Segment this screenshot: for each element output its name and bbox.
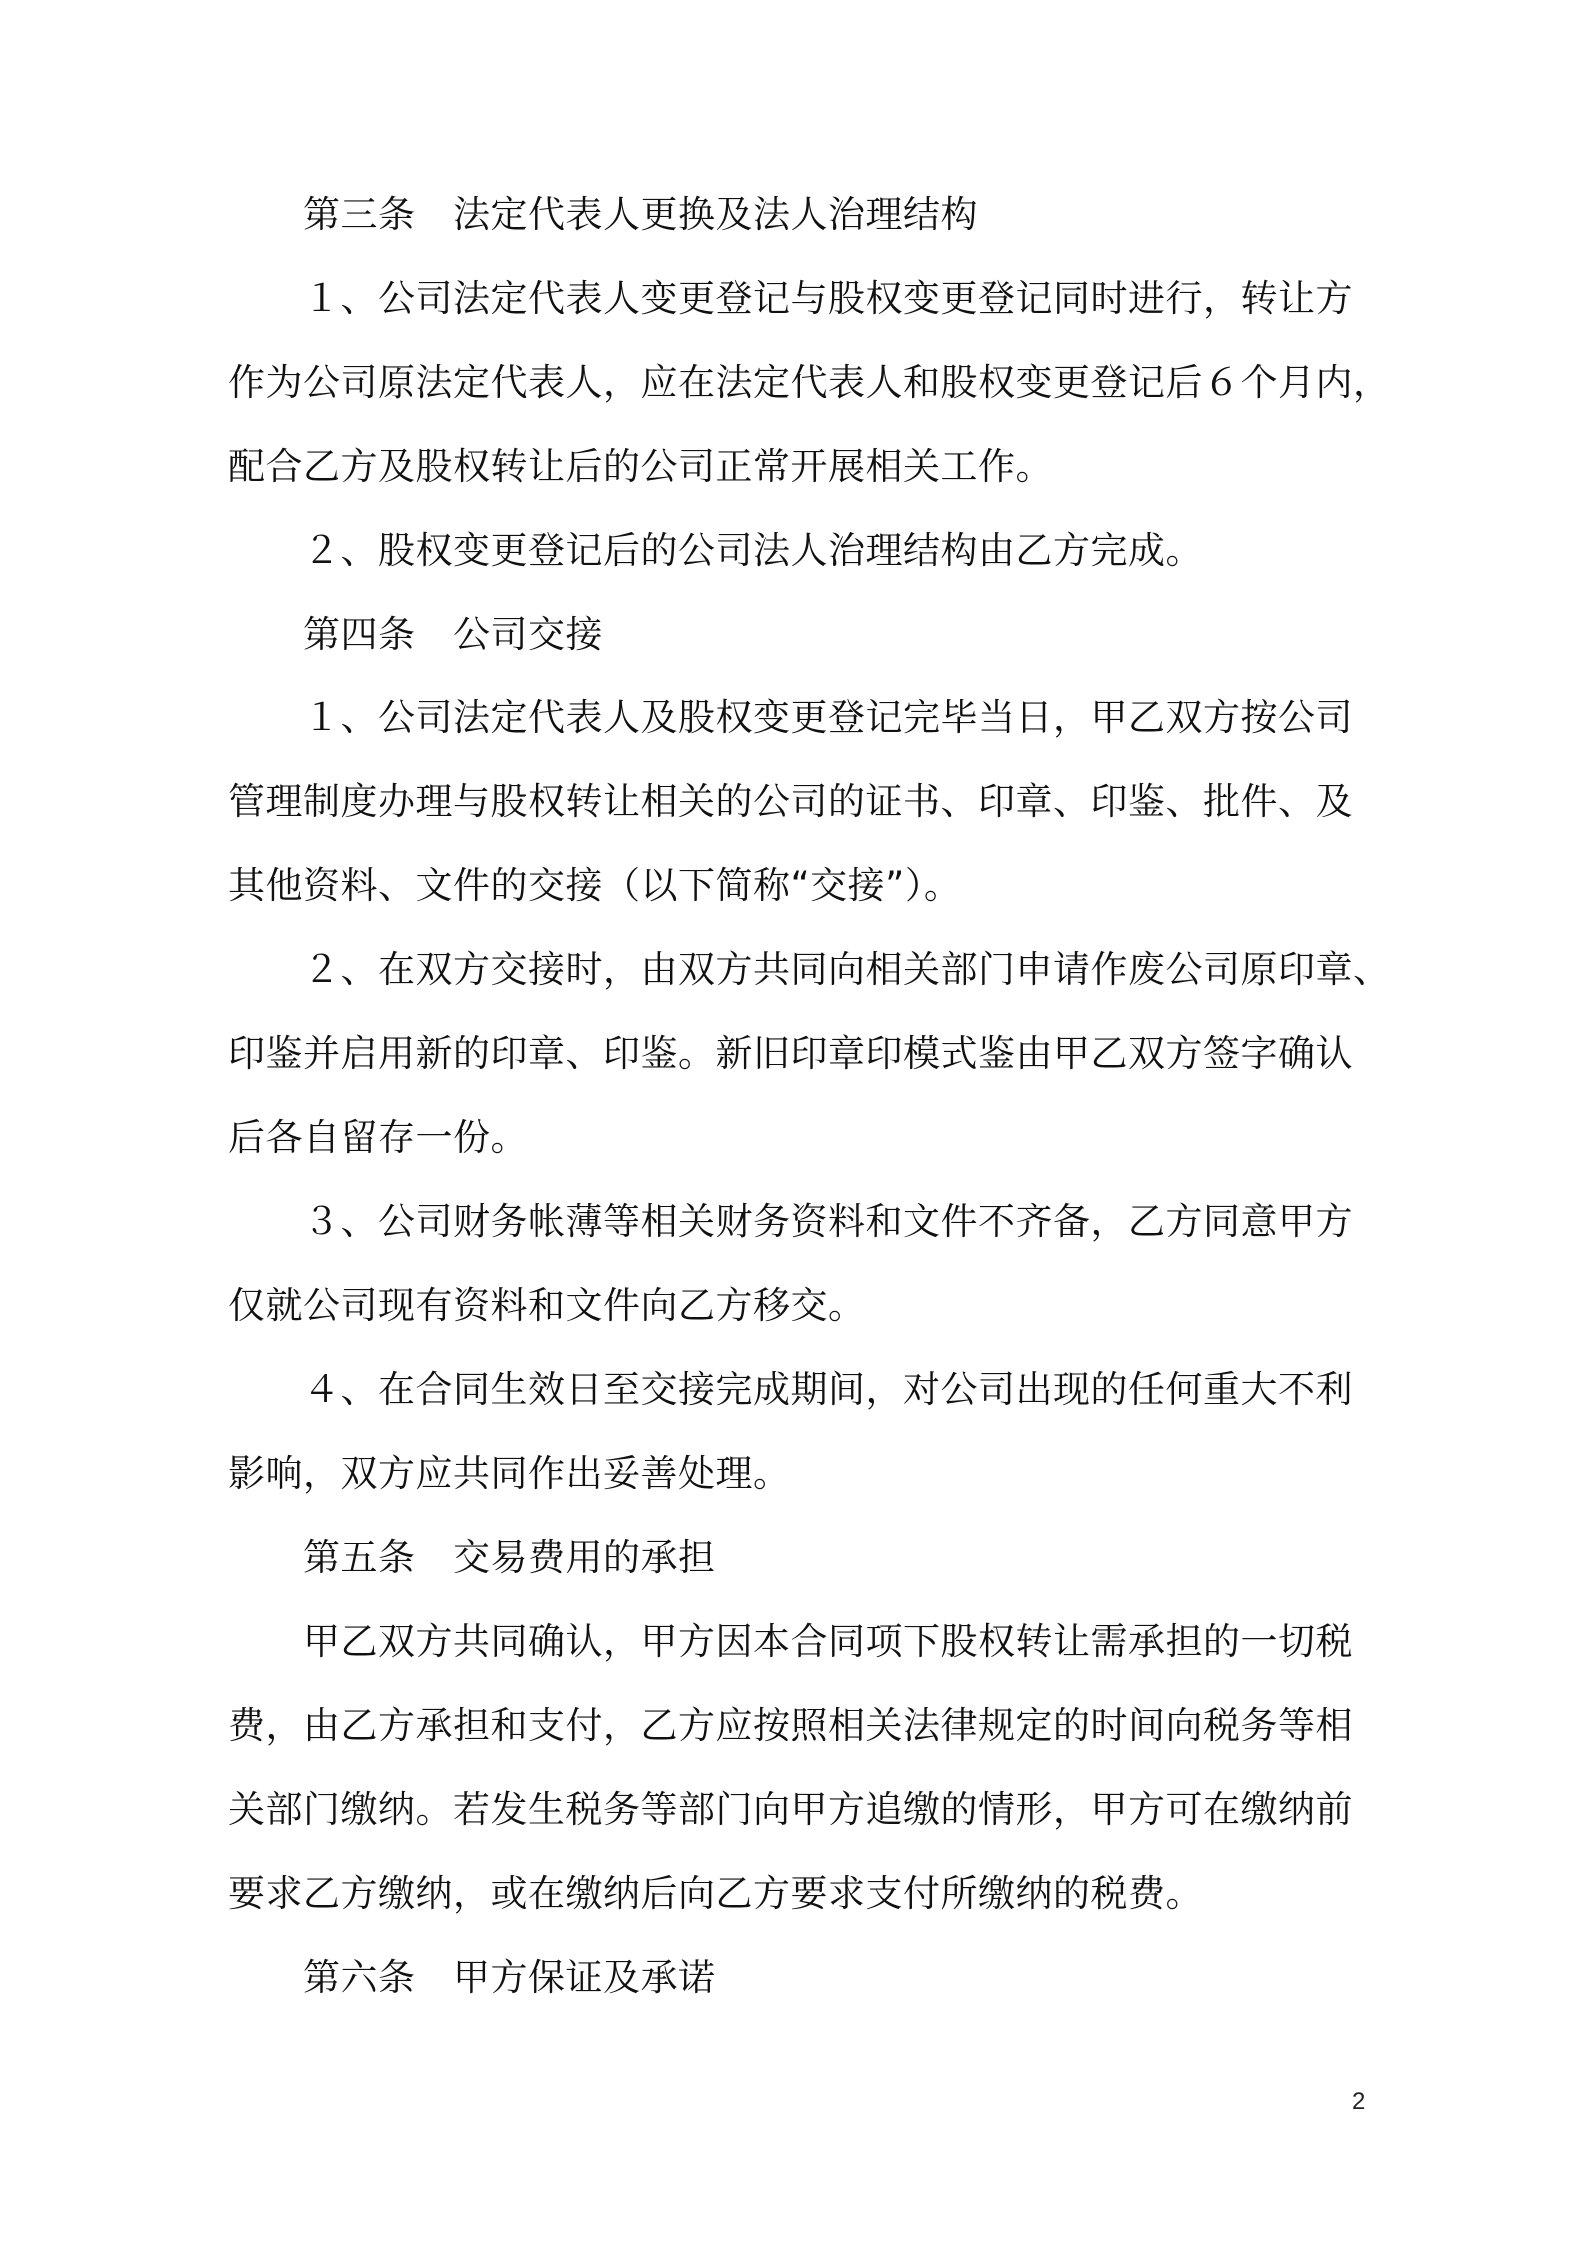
article-5-heading: 第五条 交易费用的承担 [228,1536,716,1579]
article-3-clause-1-line-3: 配合乙方及股权转让后的公司正常开展相关工作。 [228,445,1053,488]
article-4-clause-1-line-1: １、公司法定代表人及股权变更登记完毕当日，甲乙双方按公司 [228,696,1353,739]
article-5-body-line-2: 费，由乙方承担和支付，乙方应按照相关法律规定的时间向税务等相 [228,1704,1353,1747]
article-6-heading: 第六条 甲方保证及承诺 [228,1956,716,1999]
article-3-clause-2: ２、股权变更登记后的公司法人治理结构由乙方完成。 [228,529,1203,572]
article-5-body-line-3: 关部门缴纳。若发生税务等部门向甲方追缴的情形，甲方可在缴纳前 [228,1788,1353,1831]
article-4-clause-2-line-1: ２、在双方交接时，由双方共同向相关部门申请作废公司原印章、 [228,948,1391,991]
article-4-clause-1-line-3: 其他资料、文件的交接（以下简称“交接”）。 [228,864,962,907]
article-3-clause-1-line-1: １、公司法定代表人变更登记与股权变更登记同时进行，转让方 [228,277,1353,320]
article-4-clause-2-line-3: 后各自留存一份。 [228,1116,528,1159]
article-4-heading: 第四条 公司交接 [228,613,603,656]
article-3-heading: 第三条 法定代表人更换及法人治理结构 [228,193,978,236]
article-4-clause-2-line-2: 印鉴并启用新的印章、印鉴。新旧印章印模式鉴由甲乙双方签字确认 [228,1032,1353,1075]
article-5-body-line-4: 要求乙方缴纳，或在缴纳后向乙方要求支付所缴纳的税费。 [228,1872,1203,1915]
article-5-body-line-1: 甲乙双方共同确认，甲方因本合同项下股权转让需承担的一切税 [228,1620,1353,1663]
article-4-clause-1-line-2: 管理制度办理与股权转让相关的公司的证书、印章、印鉴、批件、及 [228,780,1353,823]
article-3-clause-1-line-2: 作为公司原法定代表人，应在法定代表人和股权变更登记后６个月内， [228,361,1391,404]
page-number: 2 [1352,2088,1366,2115]
article-4-clause-4-line-1: ４、在合同生效日至交接完成期间，对公司出现的任何重大不利 [228,1368,1353,1411]
article-4-clause-3-line-2: 仅就公司现有资料和文件向乙方移交。 [228,1284,866,1327]
article-4-clause-4-line-2: 影响，双方应共同作出妥善处理。 [228,1452,791,1495]
article-4-clause-3-line-1: ３、公司财务帐薄等相关财务资料和文件不齐备，乙方同意甲方 [228,1200,1353,1243]
